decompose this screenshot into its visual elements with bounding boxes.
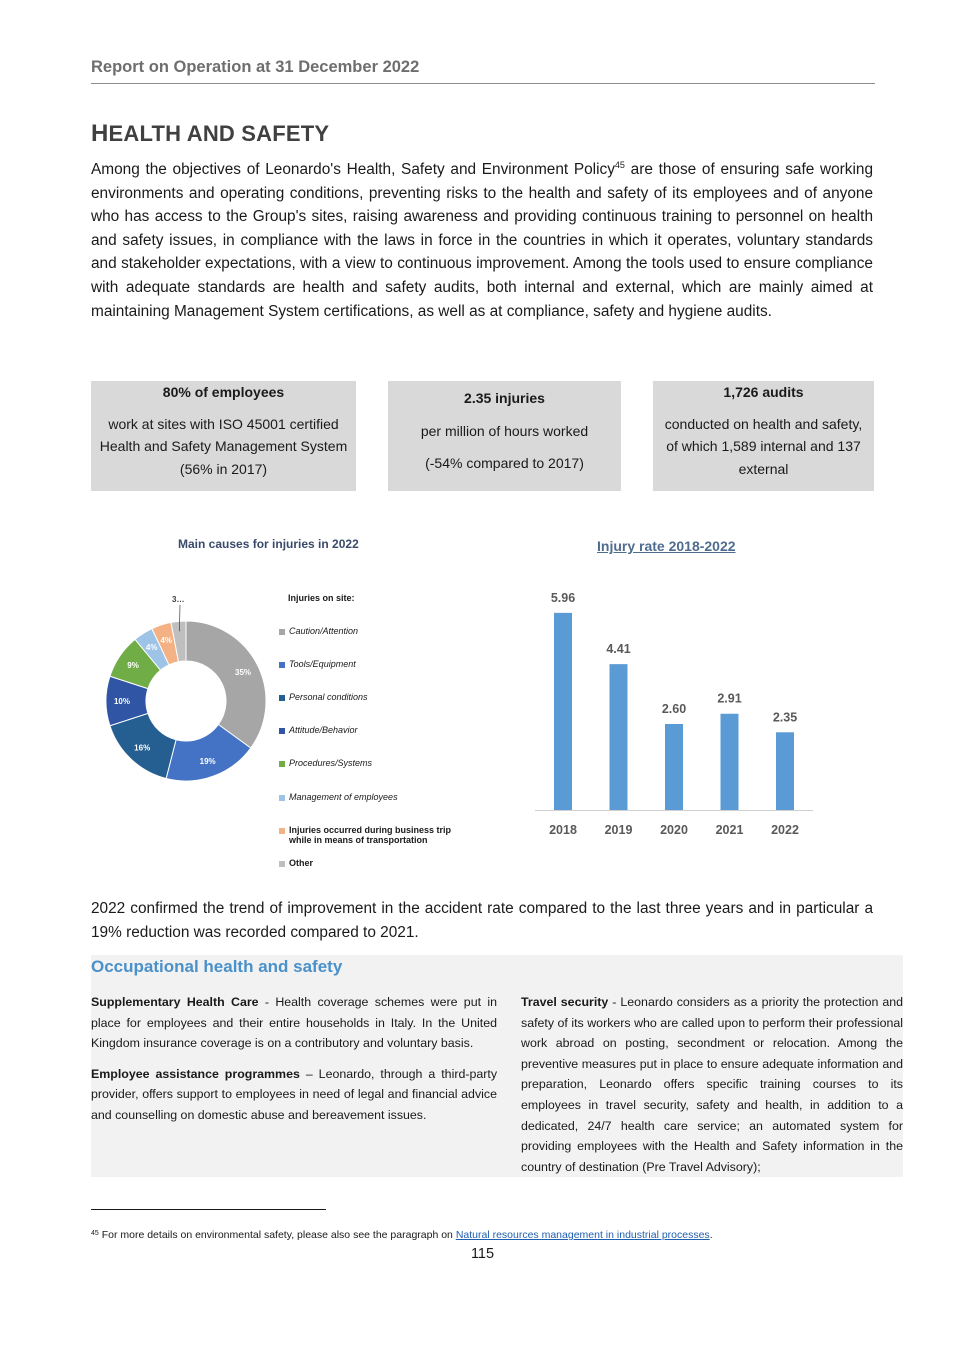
pie-slice-label: 19% xyxy=(199,757,216,767)
bar xyxy=(665,724,683,810)
legend-label: Tools/Equipment xyxy=(289,659,356,669)
pie-slice-label: 35% xyxy=(235,667,252,677)
legend-label: Other xyxy=(289,858,314,868)
footnote-end: . xyxy=(709,1229,713,1241)
ohs-item-text: Health coverage schemes were put in place for employees and their entire households in Italy. In the United Kingdom insurance coverage is on a contributory and voluntary basis. xyxy=(91,995,497,1051)
x-tick-label: 2022 xyxy=(771,823,799,837)
ohs-title: Occupational health and safety xyxy=(91,957,343,976)
kpi-box-injuries xyxy=(388,381,621,491)
legend-swatch xyxy=(279,828,285,834)
kpi-text: per million of hours worked xyxy=(420,422,589,439)
ohs-item-head: Supplementary Health Care xyxy=(91,995,259,1009)
kpi-text-2: (-54% compared to 2017) xyxy=(425,455,584,471)
ohs-item-head: Travel security xyxy=(521,995,609,1009)
kpi-text: conducted on health and safety, of which 1,589 internal and 137 external xyxy=(664,415,863,477)
bar-value-label: 5.96 xyxy=(550,590,576,605)
section-title-initial: H xyxy=(91,120,109,147)
legend-swatch xyxy=(279,629,285,635)
bar-chart-title: Injury rate 2018-2022 xyxy=(597,538,736,554)
ohs-item-text: Leonardo, through a third-party provider, offers support to employees in need of legal and financial advice and counselling on domestic abuse and bereavement issues. xyxy=(91,1066,498,1122)
kpi-title: 2.35 injuries xyxy=(464,390,545,406)
kpi-title: 80% of employees xyxy=(162,384,285,400)
intro-paragraph xyxy=(91,158,873,323)
pie-slice-label: 9% xyxy=(127,661,139,671)
legend-swatch xyxy=(279,761,285,767)
footnote-number: 45 xyxy=(91,1230,99,1237)
legend-label: Procedures/Systems xyxy=(289,758,373,768)
pie-legend-item xyxy=(279,725,358,735)
bar xyxy=(610,664,628,810)
ohs-item-sep: - xyxy=(258,995,276,1009)
legend-swatch xyxy=(279,795,285,801)
legend-swatch xyxy=(279,861,285,867)
footnote-text: For more details on environmental safety, please also see the paragraph on xyxy=(98,1229,456,1241)
bar-value-label: 2.35 xyxy=(772,710,798,725)
pie-chart xyxy=(90,585,290,805)
bar xyxy=(554,613,572,810)
legend-swatch xyxy=(279,695,285,701)
ohs-item-sep: – xyxy=(299,1066,319,1081)
footnote-reference[interactable]: 45 xyxy=(614,160,625,170)
section-title-rest: EALTH AND SAFETY xyxy=(108,121,330,146)
bar-chart xyxy=(525,575,825,845)
pie-slice xyxy=(186,621,266,748)
pie-slice-label: 16% xyxy=(134,743,151,753)
kpi-box-employees xyxy=(91,381,356,491)
intro-text-a: Among the objectives of Leonardo's Health, Safety and Environment Policy xyxy=(91,161,615,178)
bar-value-label: 2.91 xyxy=(717,691,742,706)
bar-value-label: 2.60 xyxy=(661,702,687,716)
kpi-title: 1,726 audits xyxy=(723,384,804,400)
x-tick-label: 2019 xyxy=(604,823,633,837)
page-header xyxy=(91,58,875,84)
ohs-item xyxy=(521,992,903,1177)
kpi-text: work at sites with ISO 45001 certified Health and Safety Management System (56% in 2017) xyxy=(99,415,348,477)
pie-slice-label: 10% xyxy=(113,697,131,706)
intro-text-b: are those of ensuring safe working environments and operating conditions, preventing risks to the health and safety of its employees and of anyone who has access to the Group's sites, raising awareness and providing continuous training to personnel on health and safety issues, in compliance with the laws in force in the countries in which it operates, voluntary standards and stakeholder expectations, with a view to continuous improvement. Among the tools used to ensure compliance with adequate standards are health and safety audits, both internal and external, which are mainly aimed at maintaining Management System certifications, as well as at compliance, safety and hygiene audits. xyxy=(91,161,874,320)
legend-swatch xyxy=(279,662,285,668)
x-tick-label: 2021 xyxy=(715,823,744,837)
ohs-left-column xyxy=(91,992,497,1136)
section-title xyxy=(91,120,329,148)
pie-legend-item xyxy=(279,659,356,669)
kpi-box-audits xyxy=(653,381,874,491)
pie-slice-label: 3… xyxy=(172,595,185,604)
x-tick-label: 2020 xyxy=(660,823,688,837)
footnote-rule xyxy=(91,1209,326,1210)
legend-label: Caution/Attention xyxy=(289,626,359,636)
x-tick-label: 2018 xyxy=(549,823,577,837)
pie-slice-label: 4% xyxy=(160,636,173,646)
ohs-item-text: Leonardo considers as a priority the protection and safety of its workers who are called upon to perform their professional work abroad on posting, secondment or relocation. Among the preventive measures put in place to ensure adequate information and preparation, Leonardo offers specific training courses to its employees in travel security, safety and health, in addition to a dedicated, 24/7 health care service; an automated system for providing employees with the Health and Safety information in the country of destination (Pre Travel Advisory); xyxy=(521,995,903,1174)
footnote xyxy=(91,1229,713,1241)
trend-paragraph: 2022 confirmed the trend of improvement in the accident rate compared to the last three years and in particular a 19% reduction was recorded compared to 2021. xyxy=(91,900,873,941)
ohs-item-head: Employee assistance programmes xyxy=(91,1066,300,1081)
legend-label: Injuries occurred during business trip while in means of transportation xyxy=(289,825,452,845)
ohs-item xyxy=(91,992,497,1054)
page-number: 115 xyxy=(470,1246,495,1262)
pie-slice-label: 4% xyxy=(145,642,158,652)
legend-label: Personal conditions xyxy=(289,692,368,702)
pie-legend-item xyxy=(279,758,372,768)
ohs-right-column xyxy=(521,992,903,1187)
legend-label: Management of employees xyxy=(289,792,398,802)
header-title: Report on Operation at 31 December 2022 xyxy=(91,58,420,76)
footnote-link[interactable]: Natural resources management in industrial processes xyxy=(455,1229,710,1241)
legend-label: Attitude/Behavior xyxy=(289,725,358,735)
pie-legend-item xyxy=(279,626,358,636)
bar xyxy=(721,714,739,810)
pie-legend-title: Injuries on site: xyxy=(288,593,355,603)
pie-chart-title: Main causes for injuries in 2022 xyxy=(178,537,359,551)
ohs-item-sep: - xyxy=(608,995,621,1009)
pie-legend-item xyxy=(279,825,464,845)
legend-swatch xyxy=(279,728,285,734)
ohs-item xyxy=(91,1064,497,1126)
pie-legend-item xyxy=(279,692,368,702)
pie-legend-item xyxy=(279,792,398,802)
bar-value-label: 4.41 xyxy=(606,642,631,657)
pie-legend-item xyxy=(279,858,313,868)
bar xyxy=(776,732,794,810)
